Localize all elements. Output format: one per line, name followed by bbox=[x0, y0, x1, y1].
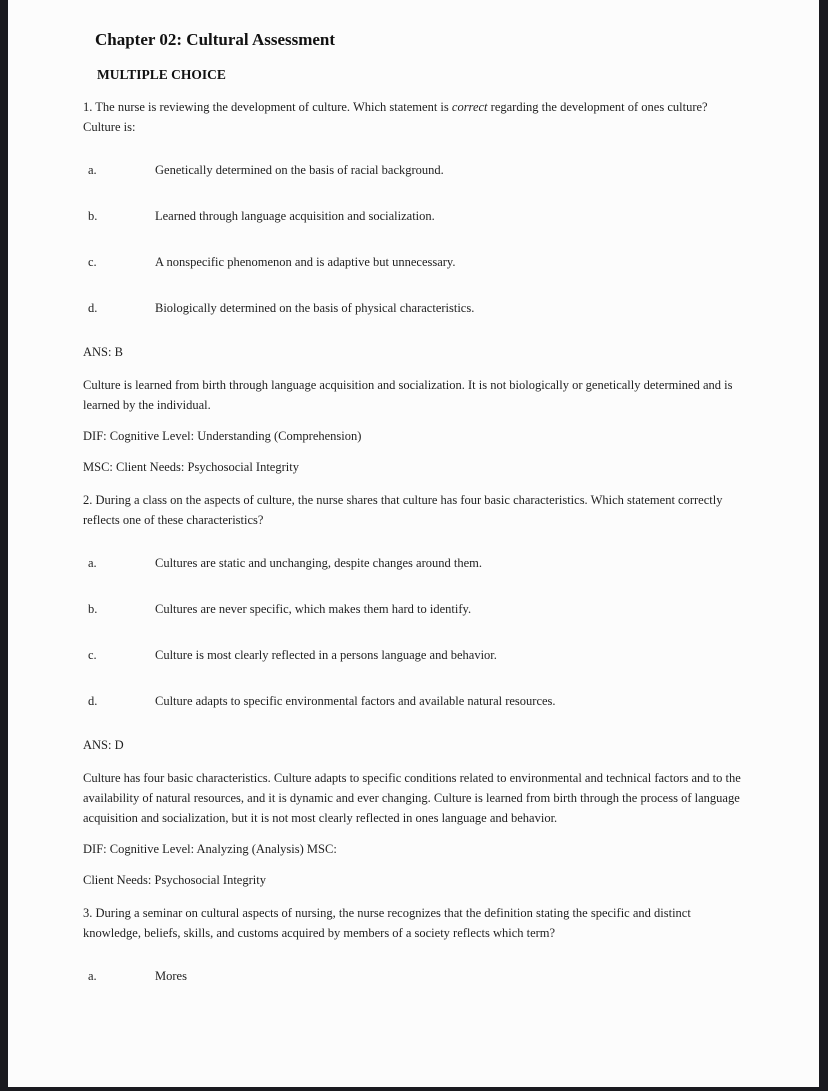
answer-option bbox=[83, 206, 753, 226]
option-text: Learned through language acquisition and socialization. bbox=[155, 209, 435, 223]
answer-option bbox=[83, 691, 753, 711]
answer-option bbox=[83, 599, 753, 619]
answer-line: ANS: B bbox=[83, 345, 123, 359]
dif-line: DIF: Cognitive Level: Analyzing (Analysis) MSC: bbox=[83, 842, 337, 856]
option-letter: a. bbox=[88, 556, 97, 570]
option-text: Biologically determined on the basis of physical characteristics. bbox=[155, 301, 475, 315]
answer-line: ANS: D bbox=[83, 738, 124, 752]
option-letter: d. bbox=[88, 694, 98, 708]
option-letter: a. bbox=[88, 969, 97, 983]
answer-option bbox=[83, 252, 753, 272]
stem-text: During a class on the aspects of culture, the nurse shares that culture has four basic characteristics. Which statement correctly reflects one of these characteristics? bbox=[83, 493, 723, 527]
option-text: Genetically determined on the basis of racial background. bbox=[155, 163, 444, 177]
option-text: Cultures are never specific, which makes them hard to identify. bbox=[155, 602, 472, 616]
document-page bbox=[8, 0, 819, 1087]
question-number: 2. bbox=[83, 493, 93, 507]
answer-option bbox=[83, 553, 753, 573]
option-letter: b. bbox=[88, 602, 98, 616]
msc-line: MSC: Client Needs: Psychosocial Integrity bbox=[83, 460, 299, 474]
stem-text-after: regarding the development of ones culture? Culture is: bbox=[83, 100, 708, 134]
option-text: Culture adapts to specific environmental factors and available natural resources. bbox=[155, 694, 556, 708]
answer-option bbox=[83, 645, 753, 665]
question-stem bbox=[83, 903, 745, 943]
question-block-1 bbox=[83, 97, 753, 477]
rationale: Culture is learned from birth through language acquisition and socialization. It is not biologically or genetically determined and is learned by the individual. bbox=[83, 378, 733, 412]
section-heading: MULTIPLE CHOICE bbox=[97, 67, 226, 82]
rationale: Culture has four basic characteristics. Culture adapts to specific conditions related to environmental and technical factors and to the availability of natural resources, and it is dynamic and ever changing. Culture is learned from birth through the process of language acquisition and socialization, but it is not most clearly reflected in ones language and behavior. bbox=[83, 771, 741, 825]
dif-line: DIF: Cognitive Level: Understanding (Comprehension) bbox=[83, 429, 362, 443]
stem-text: The nurse is reviewing the development of culture. Which statement is bbox=[92, 100, 452, 114]
answer-option bbox=[83, 298, 753, 318]
stem-italic-text: correct bbox=[451, 100, 488, 114]
stem-text: During a seminar on cultural aspects of nursing, the nurse recognizes that the definition stating the specific and distinct knowledge, beliefs, skills, and customs acquired by members of a society reflects which term? bbox=[83, 906, 691, 940]
option-text: A nonspecific phenomenon and is adaptive but unnecessary. bbox=[155, 255, 456, 269]
question-block-2 bbox=[83, 490, 753, 890]
option-text: Mores bbox=[155, 969, 187, 983]
option-letter: c. bbox=[88, 255, 97, 269]
option-text: Culture is most clearly reflected in a persons language and behavior. bbox=[155, 648, 497, 662]
question-block-3 bbox=[83, 903, 753, 986]
page-title: Chapter 02: Cultural Assessment bbox=[95, 30, 336, 49]
option-letter: d. bbox=[88, 301, 98, 315]
question-stem bbox=[83, 490, 745, 530]
question-number: 3. bbox=[83, 906, 93, 920]
option-letter: c. bbox=[88, 648, 97, 662]
client-needs-line: Client Needs: Psychosocial Integrity bbox=[83, 873, 266, 887]
answer-option bbox=[83, 160, 753, 180]
option-text: Cultures are static and unchanging, despite changes around them. bbox=[155, 556, 482, 570]
question-stem bbox=[83, 97, 745, 137]
question-number: 1. bbox=[83, 100, 93, 114]
option-letter: b. bbox=[88, 209, 98, 223]
option-letter: a. bbox=[88, 163, 97, 177]
answer-option bbox=[83, 966, 753, 986]
